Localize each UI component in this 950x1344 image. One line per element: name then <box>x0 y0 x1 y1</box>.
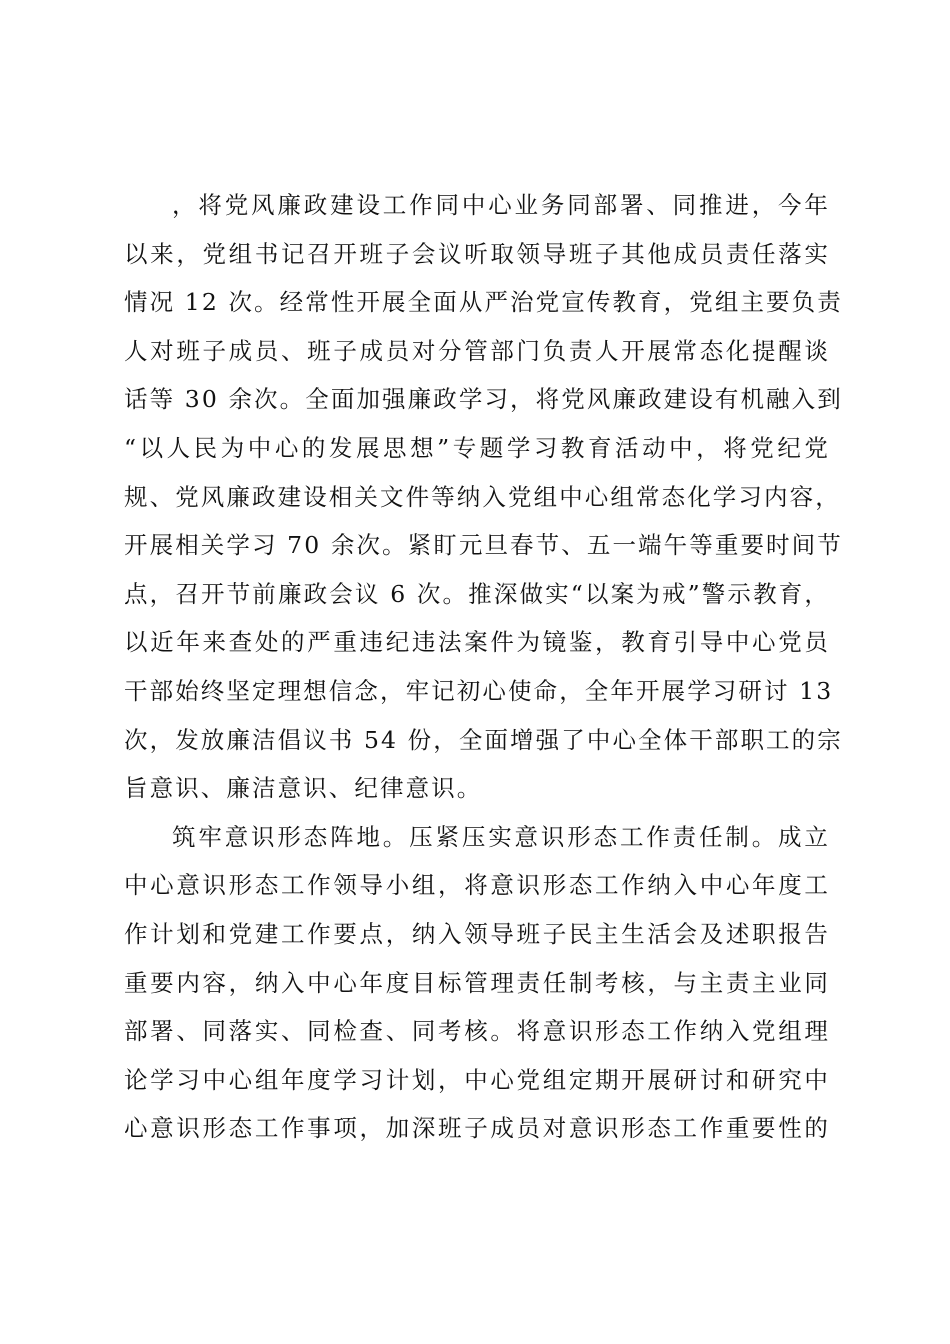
paragraph-line: 次，发放廉洁倡议书 54 份，全面增强了中心全体干部职工的宗 <box>124 725 843 754</box>
paragraph-line: “以人民为中心的发展思想”专题学习教育活动中，将党纪党 <box>124 433 830 462</box>
paragraph-line: 规、党风廉政建设相关文件等纳入党组中心组常态化学习内容， <box>124 482 841 511</box>
paragraph-ideology <box>124 813 830 1153</box>
body-text <box>124 181 843 1153</box>
paragraph-line: 点，召开节前廉政会议 6 次。推深做实“以案为戒”警示教育， <box>124 579 830 608</box>
paragraph-line: 情况 12 次。经常性开展全面从严治党宣传教育，党组主要负责 <box>124 288 843 317</box>
paragraph-line: 心意识形态工作事项，加深班子成员对意识形态工作重要性的 <box>124 1114 830 1143</box>
paragraph-line: 筑牢意识形态阵地。压紧压实意识形态工作责任制。成立 <box>172 822 830 851</box>
paragraph-line: 人对班子成员、班子成员对分管部门负责人开展常态化提醒谈 <box>124 336 830 365</box>
paragraph-line: 论学习中心组年度学习计划，中心党组定期开展研讨和研究中 <box>124 1065 830 1094</box>
paragraph-line: 旨意识、廉洁意识、纪律意识。 <box>124 774 483 803</box>
paragraph-line: 话等 30 余次。全面加强廉政学习，将党风廉政建设有机融入到 <box>124 385 843 414</box>
paragraph-line: 重要内容，纳入中心年度目标管理责任制考核，与主责主业同 <box>124 968 830 997</box>
paragraph-line: 开展相关学习 70 余次。紧盯元旦春节、五一端午等重要时间节 <box>124 531 843 560</box>
paragraph-line: 作计划和党建工作要点，纳入领导班子民主生活会及述职报告 <box>124 919 830 948</box>
paragraph-line: 部署、同落实、同检查、同考核。将意识形态工作纳入党组理 <box>124 1017 830 1046</box>
paragraph-line: 以来，党组书记召开班子会议听取领导班子其他成员责任落实 <box>124 239 830 268</box>
paragraph-line: ，将党风廉政建设工作同中心业务同部署、同推进，今年 <box>172 191 830 219</box>
paragraph-line: 以近年来查处的严重违纪违法案件为镜鉴，教育引导中心党员 <box>124 628 830 657</box>
paragraph-line: 干部始终坚定理想信念，牢记初心使命，全年开展学习研讨 13 <box>124 676 834 705</box>
paragraph-line: 中心意识形态工作领导小组，将意识形态工作纳入中心年度工 <box>124 871 830 900</box>
paragraph-party-conduct <box>124 181 843 813</box>
